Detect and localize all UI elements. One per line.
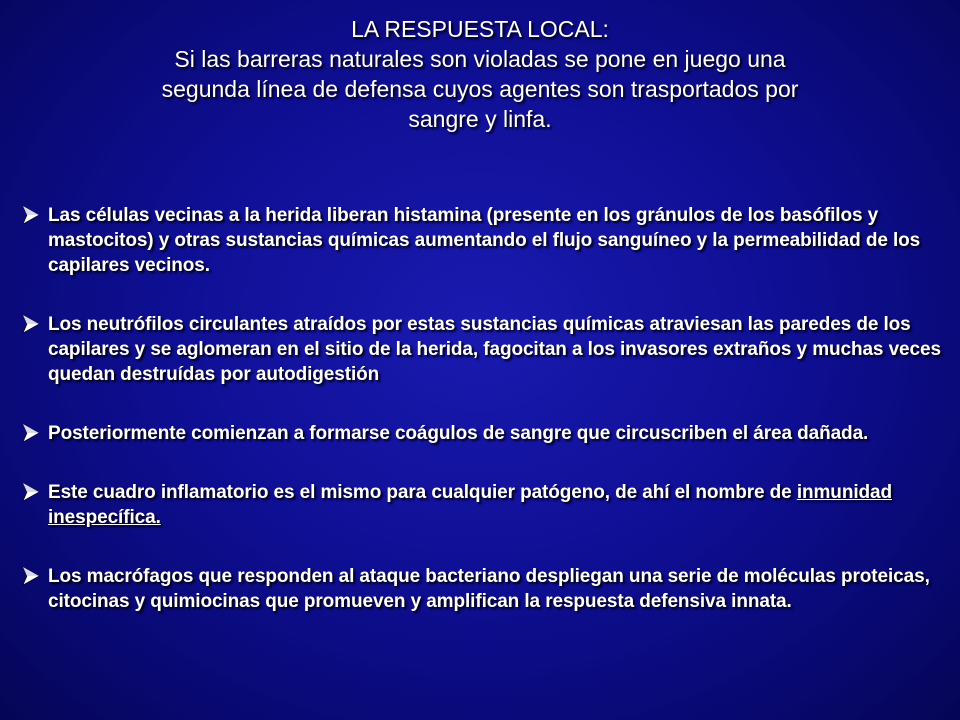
bullet-item-macrofagos [22,564,942,614]
title-line-1: Si las barreras naturales son violadas se pone en juego una [174,46,786,72]
bullet-text: Las células vecinas a la herida liberan histamina (presente en los gránulos de los basófilos y mastocitos) y otras sustancias químicas aumentando el flujo sanguíneo y la permeabilidad de los capilares vecinos. [48,205,921,276]
arrow-right-icon [22,205,40,225]
slide-title [40,14,920,134]
bullet-text: Este cuadro inflamatorio es el mismo para cualquier patógeno, de ahí el nombre de [48,482,797,503]
bullet-item-histamina [22,203,942,278]
bullet-item-coagulos [22,421,942,446]
arrow-right-icon [22,423,40,443]
bullet-text: Los macrófagos que responden al ataque bacteriano despliegan una serie de moléculas proteicas, citocinas y quimiocinas que promueven y amplifican la respuesta defensiva innata. [48,566,930,612]
bullet-list [22,203,942,614]
bullet-text: Posteriormente comienzan a formarse coágulos de sangre que circuscriben el área dañada. [48,423,869,444]
bullet-item-inflamatorio [22,480,942,530]
bullet-text-underlined: inmunidad inespecífica. [48,482,892,528]
title-heading: LA RESPUESTA LOCAL: [351,16,609,42]
bullet-text: Los neutrófilos circulantes atraídos por estas sustancias químicas atraviesan las paredes de los capilares y se aglomeran en el sitio de la herida, fagocitan a los invasores extraños y muchas veces quedan destruídas por autodigestión [48,314,941,385]
arrow-right-icon [22,314,40,334]
arrow-right-icon [22,482,40,502]
title-line-2: segunda línea de defensa cuyos agentes son trasportados por [161,76,799,102]
arrow-right-icon [22,566,40,586]
bullet-item-neutrofilos [22,312,942,387]
title-line-3: sangre y linfa. [408,106,552,132]
